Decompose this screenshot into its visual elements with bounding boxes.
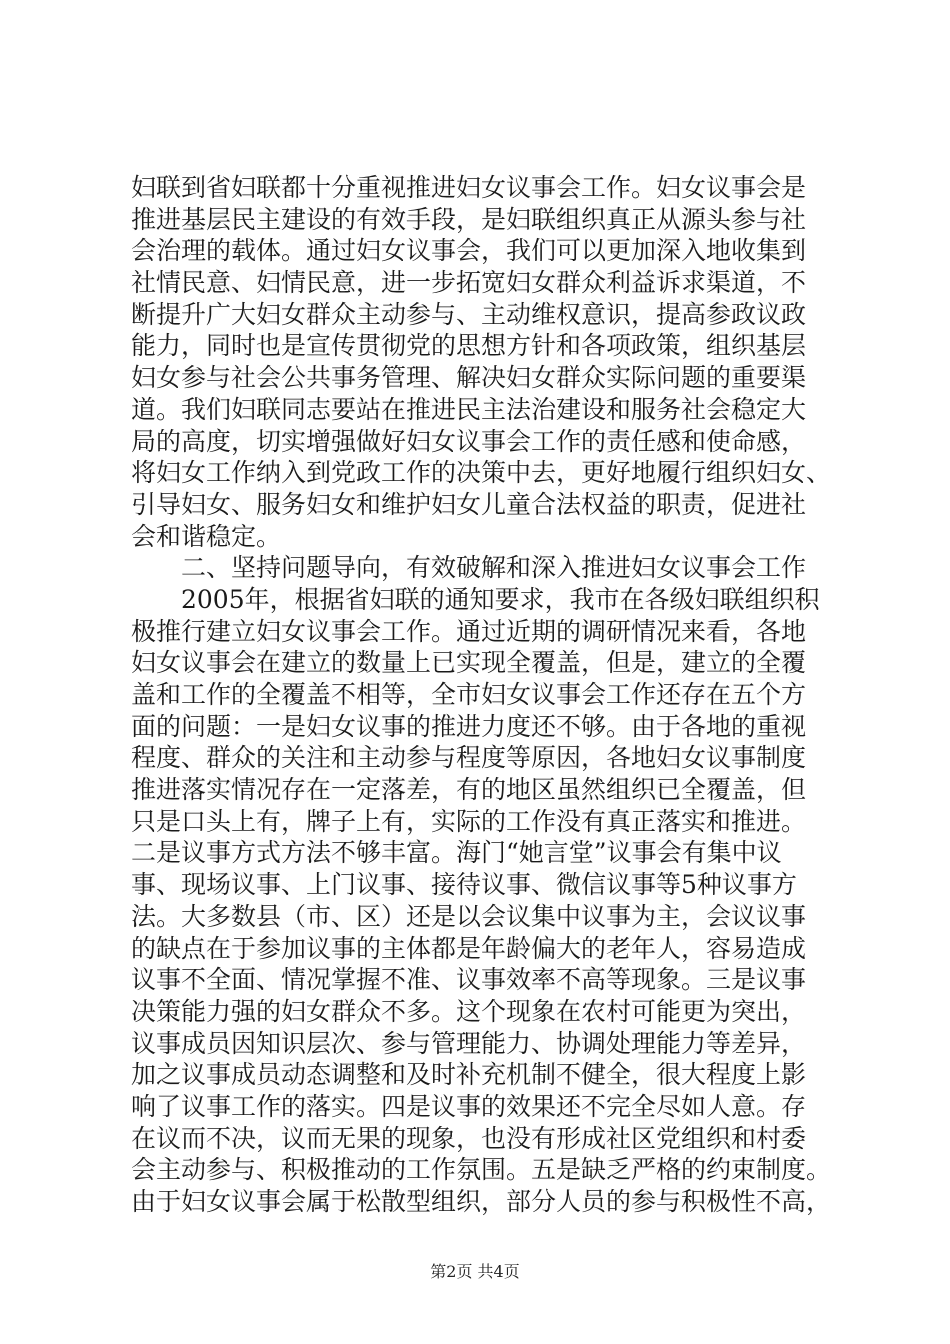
text-line: 妇女参与社会公共事务管理、解决妇女群众实际问题的重要渠: [131, 363, 807, 393]
text-line: 能力，同时也是宣传贯彻党的思想方针和各项政策，组织基层: [131, 331, 807, 361]
text-line: 由于妇女议事会属于松散型组织，部分人员的参与积极性不高，: [131, 1187, 832, 1216]
text-line: 推进落实情况存在一定落差，有的地区虽然组织已全覆盖，但: [131, 775, 807, 805]
text-line: 二、坚持问题导向，有效破解和深入推进妇女议事会工作: [131, 553, 807, 583]
text-line: 会和谐稳定。: [131, 521, 282, 551]
text-line: 二是议事方式方法不够丰富。海门“她言堂”议事会有集中议: [131, 838, 782, 868]
text-line: 加之议事成员动态调整和及时补充机制不健全，很大程度上影: [131, 1060, 807, 1090]
text-line: 将妇女工作纳入到党政工作的决策中去，更好地履行组织妇女、: [131, 458, 832, 488]
text-line: 社情民意、妇情民意，进一步拓宽妇女群众利益诉求渠道，不: [131, 268, 807, 298]
text-line: 事、现场议事、上门议事、接待议事、微信议事等5种议事方: [131, 870, 797, 900]
text-line: 妇联到省妇联都十分重视推进妇女议事会工作。妇女议事会是: [131, 173, 807, 202]
text-line: 决策能力强的妇女群众不多。这个现象在农村可能更为突出，: [131, 996, 807, 1026]
page-footer: 第2页 共4页: [430, 1262, 520, 1281]
text-line: 引导妇女、服务妇女和维护妇女儿童合法权益的职责，促进社: [131, 489, 807, 519]
text-line: 的缺点在于参加议事的主体都是年龄偏大的老年人，容易造成: [131, 933, 807, 963]
text-line: 响了议事工作的落实。四是议事的效果还不完全尽如人意。存: [131, 1091, 807, 1121]
text-line: 会主动参与、积极推动的工作氛围。五是缺乏严格的约束制度。: [131, 1155, 832, 1185]
text-line: 局的高度，切实增强做好妇女议事会工作的责任感和使命感，: [131, 426, 807, 456]
text-line: 道。我们妇联同志要站在推进民主法治建设和服务社会稳定大: [131, 394, 807, 424]
text-line: 法。大多数县（市、区）还是以会议集中议事为主，会议议事: [131, 901, 807, 931]
text-line: 只是口头上有，牌子上有，实际的工作没有真正落实和推进。: [131, 806, 807, 836]
text-line: 议事成员因知识层次、参与管理能力、协调处理能力等差异，: [131, 1028, 807, 1058]
text-line: 盖和工作的全覆盖不相等，全市妇女议事会工作还存在五个方: [131, 680, 807, 709]
text-line: 面的问题：一是妇女议事的推进力度还不够。由于各地的重视: [131, 711, 807, 741]
text-line: 极推行建立妇女议事会工作。通过近期的调研情况来看，各地: [131, 616, 807, 646]
text-line: 推进基层民主建设的有效手段，是妇联组织真正从源头参与社: [131, 204, 807, 234]
text-line: 程度、群众的关注和主动参与程度等原因，各地妇女议事制度: [131, 743, 807, 773]
text-line: 断提升广大妇女群众主动参与、主动维权意识，提高参政议政: [131, 299, 807, 329]
text-line: 2005年，根据省妇联的通知要求，我市在各级妇联组织积: [131, 584, 820, 614]
body-text: [131, 172, 831, 1218]
text-line: 在议而不决，议而无果的现象，也没有形成社区党组织和村委: [131, 1123, 807, 1153]
text-line: 会治理的载体。通过妇女议事会，我们可以更加深入地收集到: [131, 236, 807, 266]
text-line: 妇女议事会在建立的数量上已实现全覆盖，但是，建立的全覆: [131, 648, 807, 678]
text-line: 议事不全面、情况掌握不准、议事效率不高等现象。三是议事: [131, 965, 807, 995]
